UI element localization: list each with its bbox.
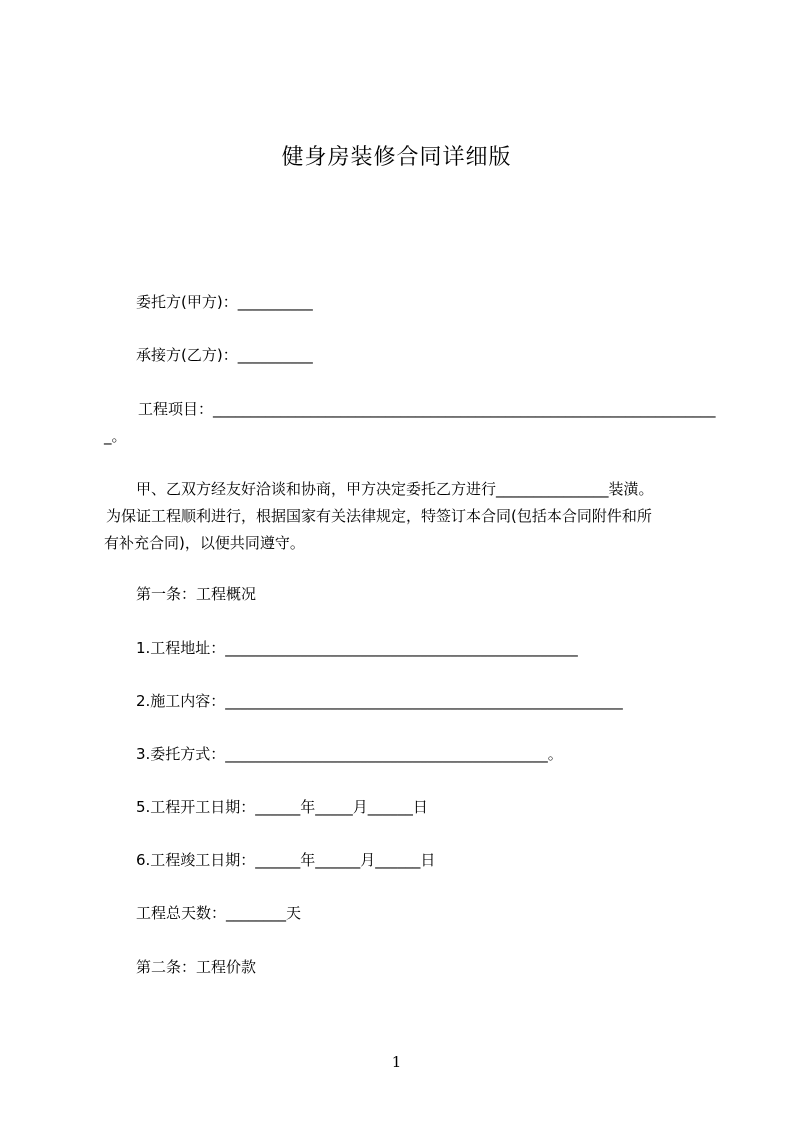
party-a-line: 委托方(甲方)：__________: [136, 293, 313, 311]
item-2-content: 2.施工内容：_____________________________________________________: [136, 692, 623, 710]
intro-line-2: 为保证工程顺利进行，根据国家有关法律规定，特签订本合同(包括本合同附件和所: [106, 507, 652, 525]
total-days-line: 工程总天数：________天: [136, 904, 302, 922]
item-3-method: 3.委托方式：___________________________________________。: [136, 745, 563, 763]
project-line-1: 工程项目：___________________________________________________________________: [138, 400, 716, 418]
article-1-heading: 第一条：工程概况: [136, 585, 257, 603]
document-title: 健身房装修合同详细版: [281, 145, 512, 170]
intro-line-3: 有补充合同)，以便共同遵守。: [104, 534, 305, 552]
item-1-address: 1.工程地址：_______________________________________________: [136, 639, 578, 657]
party-b-line: 承接方(乙方)：__________: [136, 346, 313, 364]
page-number: 1: [391, 1053, 402, 1071]
project-line-2: _。: [104, 427, 127, 445]
intro-line-1: 甲、乙双方经友好洽谈和协商，甲方决定委托乙方进行_______________装潢。: [136, 480, 654, 498]
item-5-start-date: 5.工程开工日期：______年_____月______日: [136, 798, 428, 816]
item-6-end-date: 6.工程竣工日期：______年______月______日: [136, 851, 436, 869]
article-2-heading: 第二条：工程价款: [136, 958, 257, 976]
